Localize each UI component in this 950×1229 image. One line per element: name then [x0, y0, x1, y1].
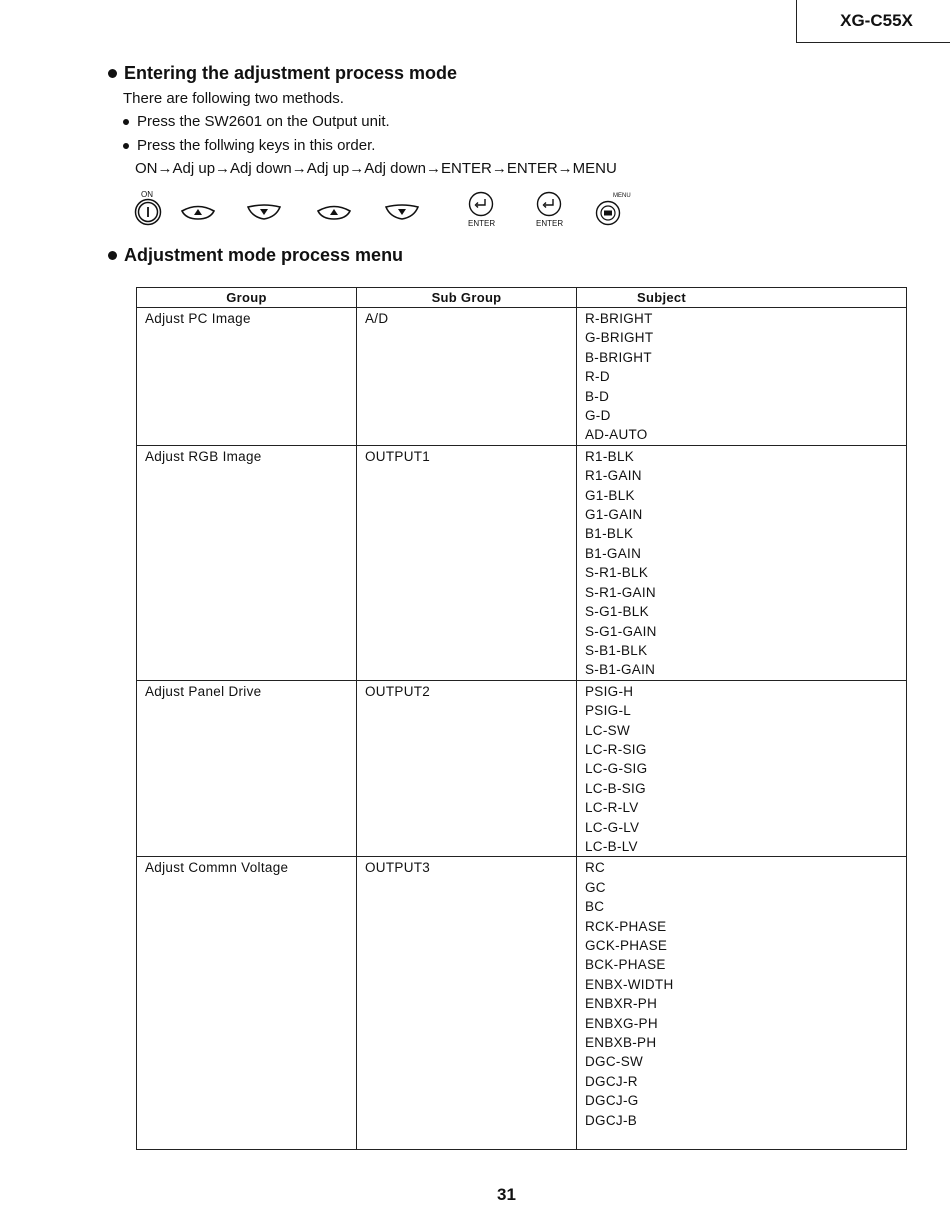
key-label: ON: [141, 190, 153, 199]
subgroup-cell: OUTPUT3: [357, 857, 577, 1150]
subject-item: G-D: [585, 408, 611, 424]
intro-text: There are following two methods.: [123, 90, 344, 107]
group-cell: Adjust Panel Drive: [137, 680, 357, 857]
adj-up-key-icon: [180, 203, 216, 221]
subject-cell: [577, 857, 907, 1150]
subject-item: BC: [585, 899, 605, 915]
method-text: Press the follwing keys in this order.: [137, 137, 376, 154]
subject-item: DGCJ-R: [585, 1073, 638, 1089]
subject-item: LC-B-SIG: [585, 780, 646, 796]
subject-item: R1-BLK: [585, 448, 635, 464]
subject-item: DGCJ-B: [585, 1112, 638, 1128]
subject-item: BCK-PHASE: [585, 957, 666, 973]
list-bullet-icon: [123, 143, 129, 149]
key-label: ENTER: [468, 219, 496, 228]
subject-item: PSIG-L: [585, 703, 632, 719]
subject-cell: [577, 680, 907, 857]
subject-item: RC: [585, 860, 606, 876]
subject-item: G1-GAIN: [585, 507, 643, 523]
model-label: XG-C55X: [796, 0, 950, 43]
subject-item: LC-R-LV: [585, 800, 639, 816]
subject-item: S-G1-GAIN: [585, 623, 657, 639]
adj-down-key-icon: [384, 203, 420, 221]
subject-item: R1-GAIN: [585, 468, 642, 484]
adj-down-key-icon: [246, 203, 282, 221]
power-key-icon: [134, 197, 162, 227]
subject-item: B-D: [585, 388, 610, 404]
method-text: Press the SW2601 on the Output unit.: [137, 113, 390, 130]
subject-item: R-BRIGHT: [585, 311, 653, 326]
subgroup-cell: OUTPUT2: [357, 680, 577, 857]
subject-item: S-G1-BLK: [585, 604, 649, 620]
subject-item: PSIG-H: [585, 683, 634, 699]
adj-up-key-icon: [316, 203, 352, 221]
section-heading-menu: [108, 245, 403, 266]
subject-item: ENBXR-PH: [585, 996, 658, 1012]
subject-item: B-BRIGHT: [585, 349, 652, 365]
page-number: 31: [497, 1185, 516, 1204]
section-title: Adjustment mode process menu: [124, 245, 404, 265]
group-cell: Adjust PC Image: [137, 308, 357, 446]
method-item: [123, 137, 375, 154]
subject-item: LC-G-LV: [585, 819, 640, 835]
subject-item: S-R1-GAIN: [585, 584, 656, 600]
key-sequence: ON→Adj up→Adj down→Adj up→Adj down→ENTER→ENTER→MENU: [135, 160, 617, 177]
table-header-row: [137, 288, 907, 308]
menu-key-icon: [595, 200, 621, 226]
subject-item: B1-BLK: [585, 526, 634, 542]
column-header-subject: Subject: [577, 288, 907, 308]
subject-item: G1-BLK: [585, 487, 635, 503]
adjustment-menu-table: [136, 287, 907, 1150]
column-header-subgroup: Sub Group: [357, 288, 577, 308]
subgroup-cell: A/D: [357, 308, 577, 446]
group-cell: Adjust RGB Image: [137, 445, 357, 680]
table-row: [137, 308, 907, 446]
subject-item: ENBXB-PH: [585, 1035, 657, 1051]
enter-key-icon: [536, 191, 562, 217]
key-label: MENU: [613, 193, 631, 199]
subject-item: DGCJ-G: [585, 1093, 639, 1109]
subject-cell: [577, 308, 907, 446]
table-row: [137, 680, 907, 857]
subject-item: LC-R-SIG: [585, 741, 647, 757]
subject-item: LC-SW: [585, 722, 630, 738]
list-bullet-icon: [123, 119, 129, 125]
group-cell: Adjust Commn Voltage: [137, 857, 357, 1150]
table-row: [137, 857, 907, 1150]
subject-item: S-B1-BLK: [585, 642, 648, 658]
subject-item: ENBX-WIDTH: [585, 976, 674, 992]
subject-item: R-D: [585, 369, 610, 385]
section-heading-entering: [108, 63, 457, 84]
method-item: [123, 113, 390, 130]
column-header-group: Group: [137, 288, 357, 308]
subject-item: B1-GAIN: [585, 545, 642, 561]
subject-cell: [577, 445, 907, 680]
subject-item: AD-AUTO: [585, 427, 648, 443]
heading-bullet-icon: [108, 251, 117, 260]
table-row: [137, 445, 907, 680]
subject-item: S-R1-BLK: [585, 565, 649, 581]
subject-item: S-B1-GAIN: [585, 662, 656, 678]
subject-item: GC: [585, 879, 606, 895]
subject-item: RCK-PHASE: [585, 918, 667, 934]
key-label: ENTER: [536, 219, 564, 228]
subject-item: DGC-SW: [585, 1054, 644, 1070]
enter-key-icon: [468, 191, 494, 217]
subject-item: LC-B-LV: [585, 838, 638, 854]
subgroup-cell: OUTPUT1: [357, 445, 577, 680]
subject-item: GCK-PHASE: [585, 938, 668, 953]
section-title: Entering the adjustment process mode: [124, 63, 458, 83]
subject-item: ENBXG-PH: [585, 1015, 658, 1031]
heading-bullet-icon: [108, 69, 117, 78]
subject-item: LC-G-SIG: [585, 761, 648, 777]
subject-item: G-BRIGHT: [585, 330, 654, 346]
